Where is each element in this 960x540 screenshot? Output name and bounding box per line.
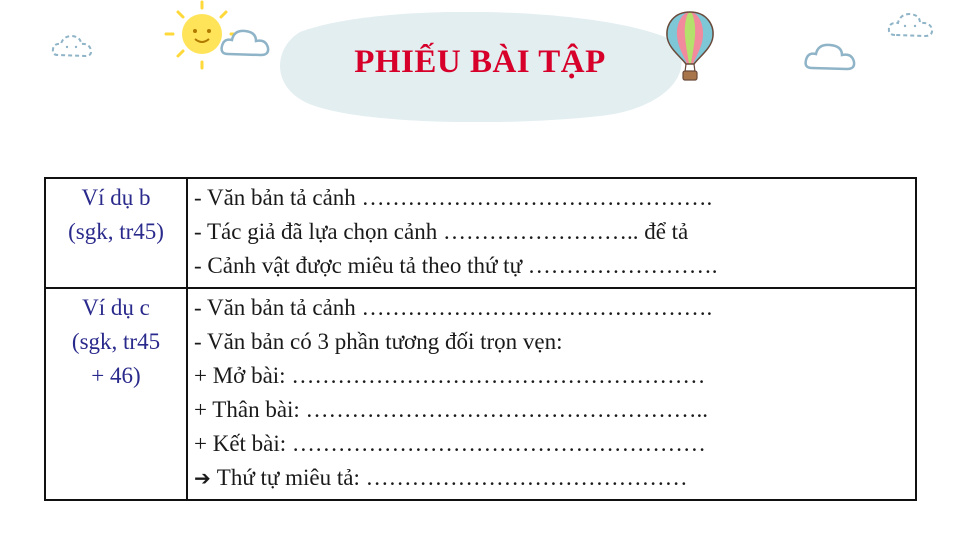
cloud-icon <box>886 8 936 40</box>
example-content-cell <box>187 288 916 500</box>
fill-in-line: - Tác giả đã lựa chọn cảnh …………………….. để tả <box>194 219 689 244</box>
page-title: PHIẾU BÀI TẬP <box>354 44 606 80</box>
fill-in-line: - Cảnh vật được miêu tả theo thứ tự ……………………. <box>194 253 718 278</box>
example-label-cell <box>45 288 187 500</box>
table-row <box>45 288 916 500</box>
table-row <box>45 178 916 288</box>
fill-in-line: - Văn bản có 3 phần tương đối trọn vẹn: <box>194 329 563 354</box>
fill-in-line: + Kết bài: ……………………………………………… <box>194 431 706 456</box>
example-label: Ví dụ b <box>81 185 151 210</box>
fill-in-line: + Thân bài: …………………………………………….. <box>194 397 709 422</box>
arrow-right-icon: ➔ <box>194 466 211 490</box>
example-label-cell <box>45 178 187 288</box>
example-source: (sgk, tr45) <box>68 219 164 244</box>
fill-in-line: + Mở bài: ……………………………………………… <box>194 363 706 388</box>
fill-in-line: - Văn bản tả cảnh ………………………………………. <box>194 295 713 320</box>
worksheet-table <box>44 177 917 501</box>
fill-in-line: - Văn bản tả cảnh ………………………………………. <box>194 185 713 210</box>
conclusion-line <box>194 461 909 495</box>
conclusion-text: Thứ tự miêu tả: …………………………………… <box>216 465 688 490</box>
example-label: Ví dụ c <box>82 295 150 320</box>
example-source: (sgk, tr45 <box>71 329 161 354</box>
example-source: + 46) <box>91 363 141 388</box>
example-content-cell <box>187 178 916 288</box>
